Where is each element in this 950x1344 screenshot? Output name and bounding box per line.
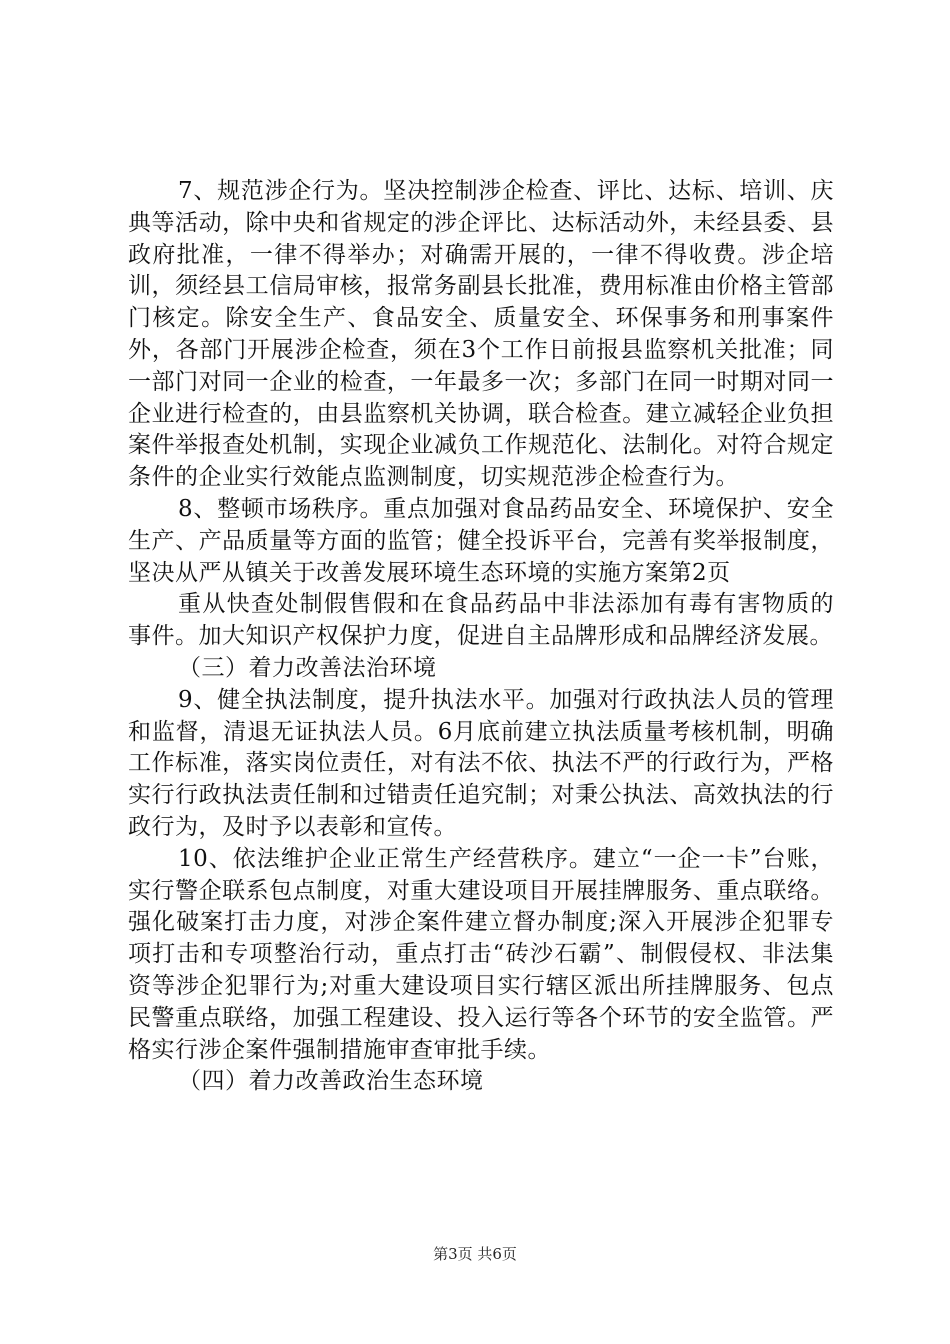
paragraph-item-10: 10、依法维护企业正常生产经营秩序。建立“一企一卡”台账，实行警企联系包点制度，对重大建设项目开展挂牌服务、重点联络。强化破案打击力度，对涉企案件建立督办制度;深入开展涉企犯罪专项打击和专项整治行动，重点打击“砖沙石霸”、制假侵权、非法集资等涉企犯罪行为;对重大建设项目实行辖区派出所挂牌服务、包点民警重点联络，加强工程建设、投入运行等各个环节的安全监管。严格实行涉企案件强制措施审查审批手续。 [128, 845, 834, 1063]
paragraph-continuation: 重从快查处制假售假和在食品药品中非法添加有毒有害物质的事件。加大知识产权保护力度，促进自主品牌形成和品牌经济发展。 [128, 591, 834, 650]
paragraph-item-8: 8、整顿市场秩序。重点加强对食品药品安全、环境保护、安全生产、产品质量等方面的监管；健全投诉平台，完善有奖举报制度，坚决从严从镇关于改善发展环境生态环境的实施方案第2页 [128, 495, 834, 586]
paragraph-item-7: 7、规范涉企行为。坚决控制涉企检查、评比、达标、培训、庆典等活动，除中央和省规定的涉企评比、达标活动外，未经县委、县政府批准，一律不得举办；对确需开展的，一律不得收费。涉企培训，须经县工信局审核，报常务副县长批准，费用标准由价格主管部门核定。除安全生产、食品安全、质量安全、环保事务和刑事案件外，各部门开展涉企检查，须在3个工作日前报县监察机关批准；同一部门对同一企业的检查，一年最多一次；多部门在同一时期对同一企业进行检查的，由县监察机关协调，联合检查。建立减轻企业负担案件举报查处机制，实现企业减负工作规范化、法制化。对符合规定条件的企业实行效能点监测制度，切实规范涉企检查行为。 [128, 178, 834, 491]
page-number-footer: 第3页 共6页 [433, 1245, 517, 1263]
section-heading-3: （三）着力改善法治环境 [178, 654, 437, 681]
paragraph-item-9: 9、健全执法制度，提升执法水平。加强对行政执法人员的管理和监督，清退无证执法人员。6月底前建立执法质量考核机制，明确工作标准，落实岗位责任，对有法不依、执法不严的行政行为，严格实行行政执法责任制和过错责任追究制；对秉公执法、高效执法的行政行为，及时予以表彰和宣传。 [128, 686, 834, 840]
document-body [128, 176, 834, 1098]
section-heading-4: （四）着力改善政治生态环境 [178, 1068, 484, 1095]
